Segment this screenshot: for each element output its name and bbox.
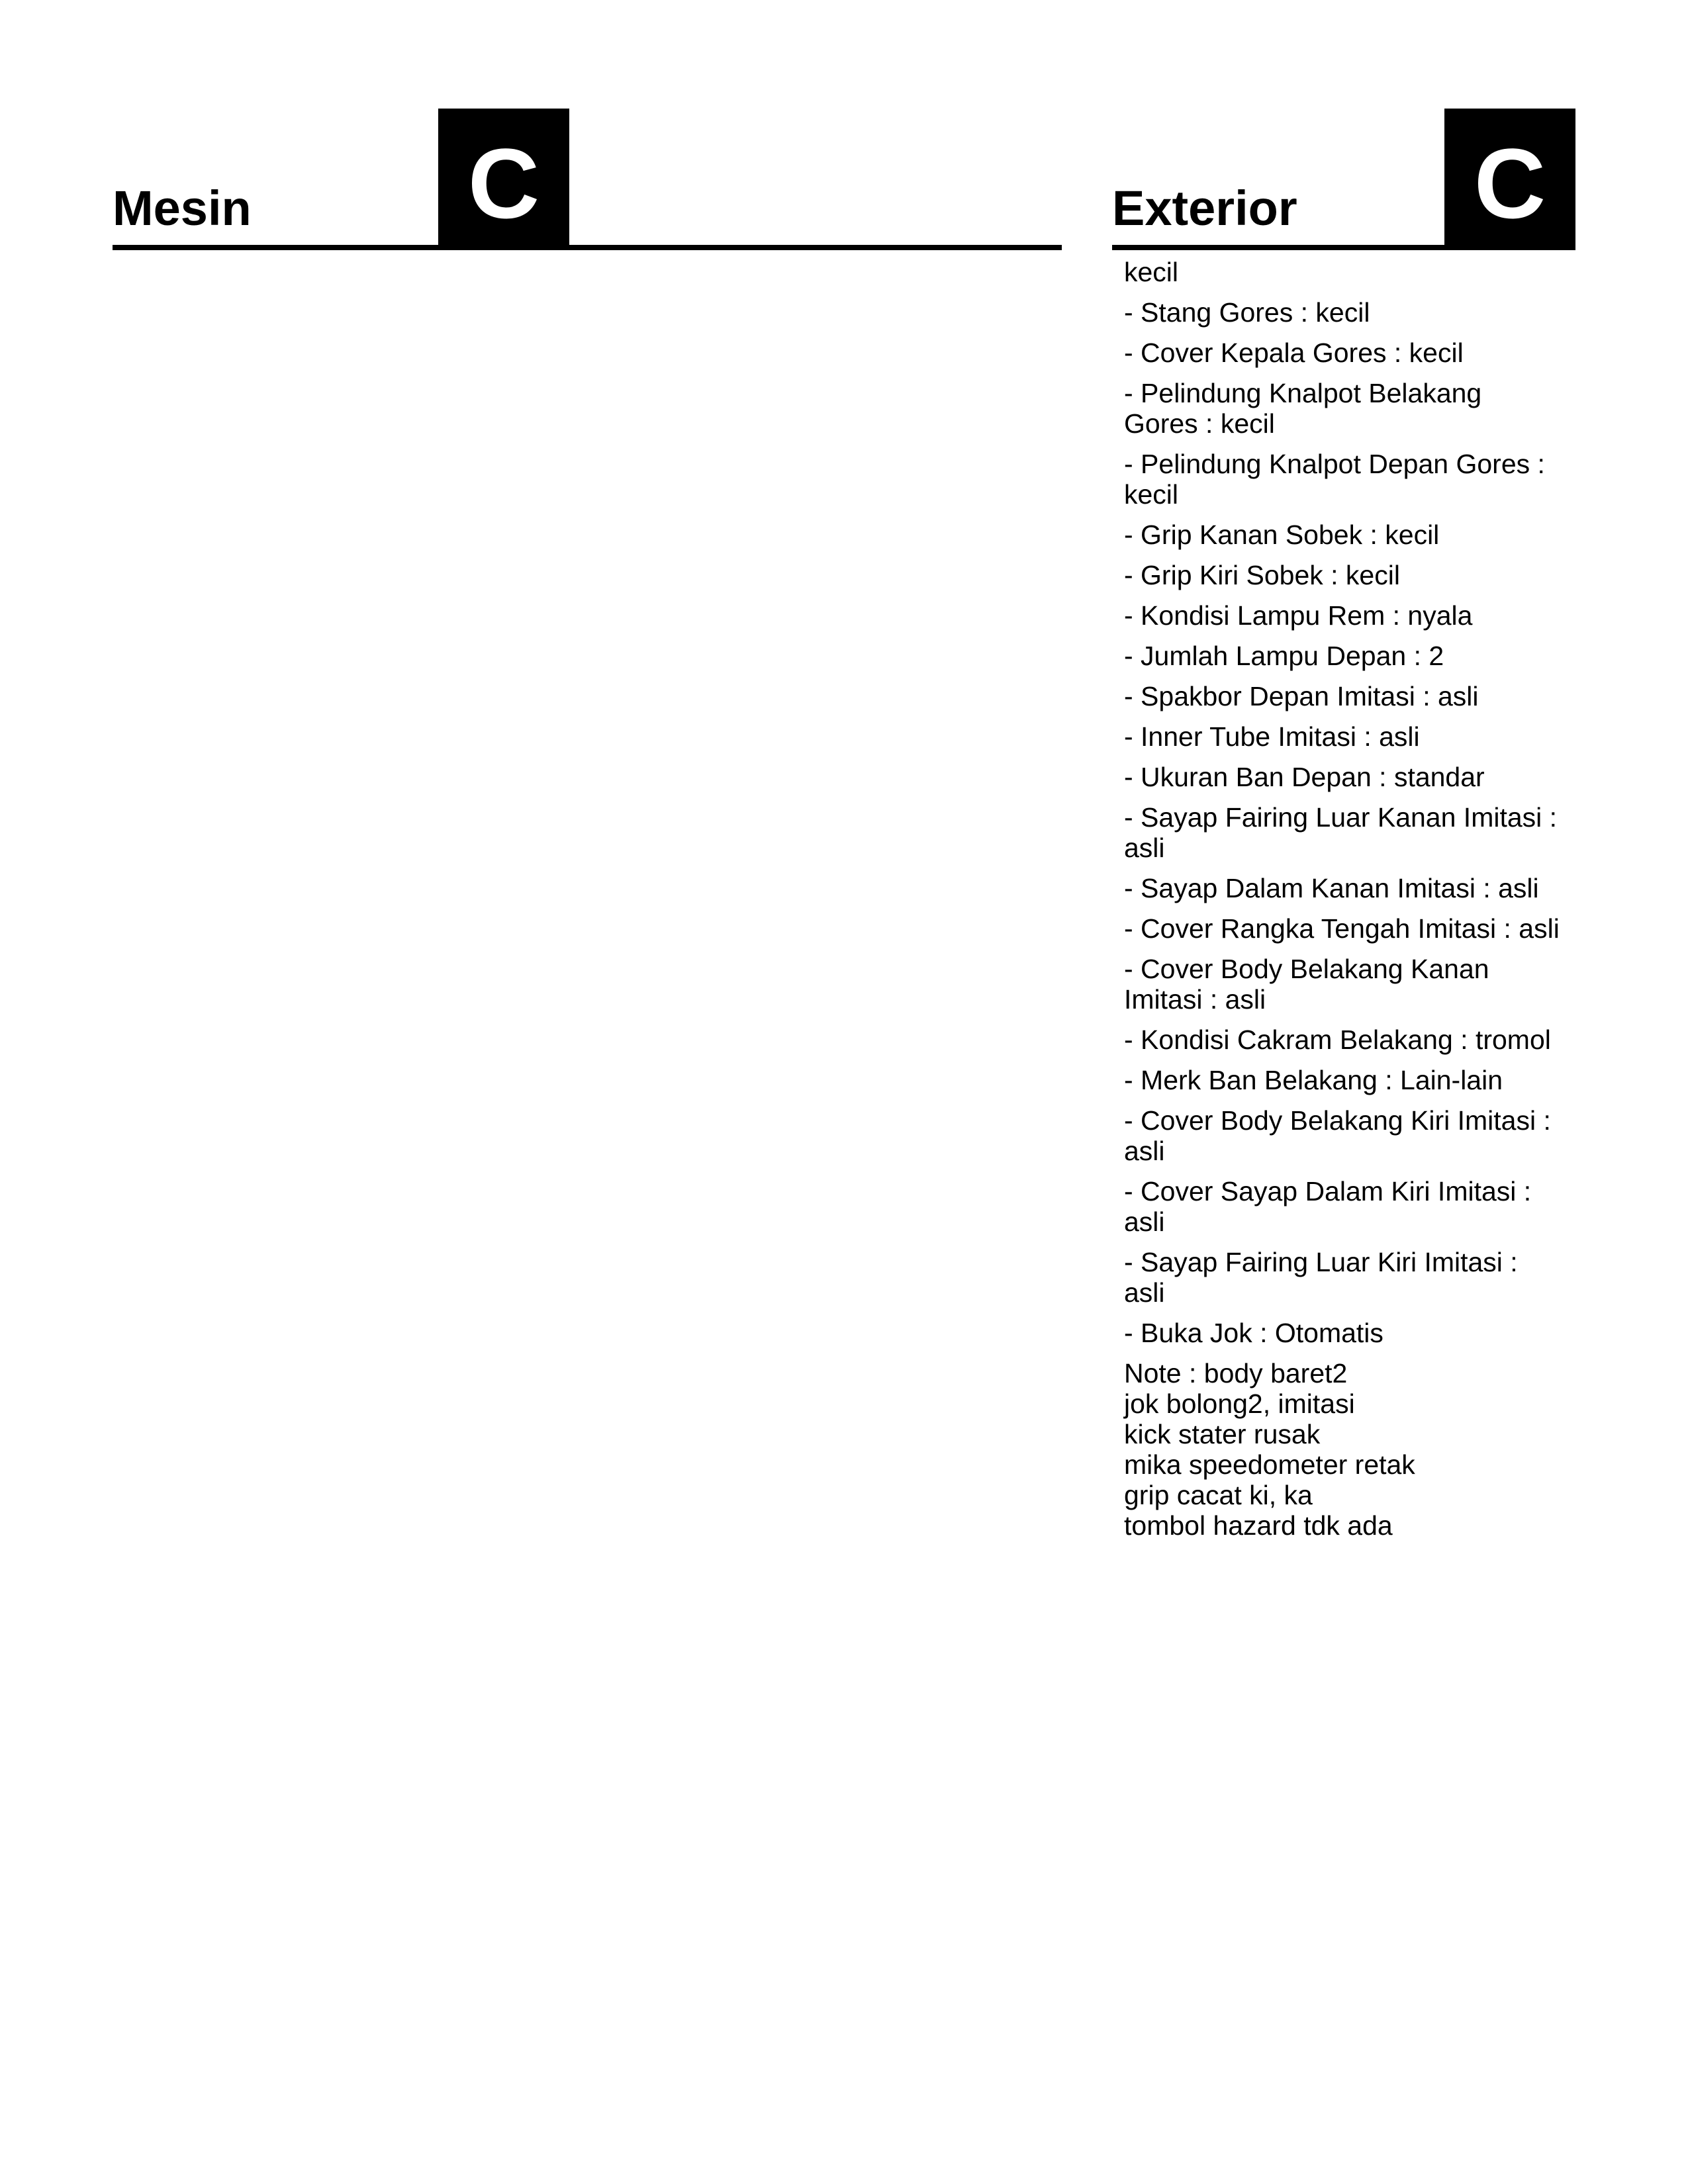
note-line: jok bolong2, imitasi xyxy=(1124,1388,1355,1419)
note-line: tombol hazard tdk ada xyxy=(1124,1510,1393,1541)
note-line: mika speedometer retak xyxy=(1124,1449,1415,1480)
exterior-item: - Grip Kanan Sobek : kecil xyxy=(1124,520,1440,550)
exterior-item: - Cover Kepala Gores : kecil xyxy=(1124,338,1464,368)
note-line: Note : body baret2 xyxy=(1124,1358,1348,1388)
exterior-item: - Ukuran Ban Depan : standar xyxy=(1124,762,1485,792)
exterior-item: - Grip Kiri Sobek : kecil xyxy=(1124,560,1400,590)
exterior-item: - Cover Sayap Dalam Kiri Imitasi : asli xyxy=(1124,1176,1532,1237)
inspection-note xyxy=(1124,1358,1561,1541)
exterior-findings-list xyxy=(1124,257,1561,1541)
exterior-item: - Spakbor Depan Imitasi : asli xyxy=(1124,681,1479,711)
exterior-item: kecil xyxy=(1124,257,1179,287)
exterior-item: - Cover Rangka Tengah Imitasi : asli xyxy=(1124,913,1560,944)
section-title-mesin: Mesin xyxy=(113,181,252,236)
exterior-item: - Kondisi Cakram Belakang : tromol xyxy=(1124,1024,1551,1055)
exterior-item: - Stang Gores : kecil xyxy=(1124,297,1370,328)
exterior-item: - Cover Body Belakang Kiri Imitasi : asli xyxy=(1124,1105,1551,1166)
grade-badge-mesin: C xyxy=(438,109,569,245)
grade-badge-exterior: C xyxy=(1444,109,1575,245)
section-divider-exterior xyxy=(1112,245,1575,250)
exterior-item: - Pelindung Knalpot Depan Gores : kecil xyxy=(1124,449,1545,510)
exterior-item: - Buka Jok : Otomatis xyxy=(1124,1318,1383,1348)
section-header-exterior xyxy=(1112,106,1575,250)
exterior-item: - Sayap Dalam Kanan Imitasi : asli xyxy=(1124,873,1539,903)
exterior-item: - Jumlah Lampu Depan : 2 xyxy=(1124,641,1444,671)
note-line: kick stater rusak xyxy=(1124,1419,1321,1449)
exterior-item: - Sayap Fairing Luar Kanan Imitasi : asli xyxy=(1124,802,1558,863)
note-line: grip cacat ki, ka xyxy=(1124,1480,1313,1510)
exterior-item: - Inner Tube Imitasi : asli xyxy=(1124,721,1420,752)
exterior-item: - Merk Ban Belakang : Lain-lain xyxy=(1124,1065,1503,1095)
section-divider-mesin xyxy=(113,245,1062,250)
exterior-item: - Cover Body Belakang Kanan Imitasi : asli xyxy=(1124,954,1489,1015)
exterior-item: - Pelindung Knalpot Belakang Gores : kecil xyxy=(1124,378,1482,439)
exterior-item: - Kondisi Lampu Rem : nyala xyxy=(1124,600,1473,631)
section-title-exterior: Exterior xyxy=(1112,181,1297,236)
section-header-mesin xyxy=(113,106,1062,250)
exterior-item: - Sayap Fairing Luar Kiri Imitasi : asli xyxy=(1124,1247,1518,1308)
